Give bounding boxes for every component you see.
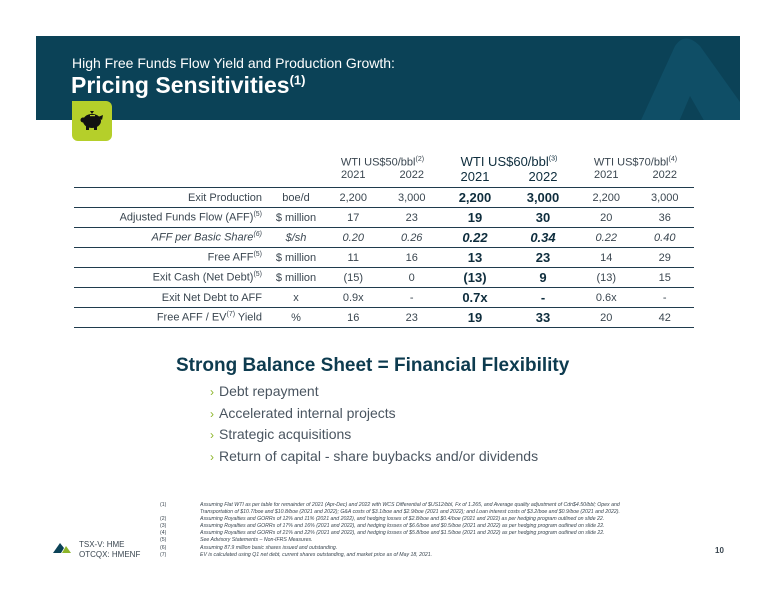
year-header: 2022 (652, 169, 677, 181)
slide-title: Pricing Sensitivities$^{(1)}$ (71, 72, 306, 98)
table-cell: 13 (441, 248, 509, 268)
chevron-right-icon: › (210, 428, 214, 442)
table-cell: 3,000 (509, 188, 577, 208)
year-header: 2022 (528, 169, 558, 184)
row-unit: $/sh (268, 228, 324, 248)
row-unit: boe/d (268, 188, 324, 208)
year-header: 2021 (460, 169, 490, 184)
table-cell: 0.26 (382, 228, 440, 248)
table-cell: 0.22 (577, 228, 635, 248)
piggy-bank-icon (79, 110, 105, 132)
list-item: › Return of capital - share buybacks and/or dividends (210, 447, 539, 464)
company-logo-icon (52, 541, 72, 555)
list-item: › Accelerated internal projects (210, 404, 396, 421)
row-label: Free AFF$^{(5)}$ (74, 248, 268, 268)
chevron-right-icon: › (210, 385, 214, 399)
table-cell: 2,200 (441, 188, 509, 208)
table-cell: (13) (577, 268, 635, 288)
chevron-right-icon: › (210, 406, 214, 421)
stock-tickers (79, 540, 140, 560)
chevron-right-icon: › (210, 449, 214, 464)
footnote: (3) Assuming Royalties and GORRs of 17% and 16% (2021 and 2022), and hedging losses of $6.6/boe and $0.5/boe (2021 and 2022) as per hedging program outlined on slide 22. (160, 523, 605, 530)
row-unit: $ million (268, 208, 324, 228)
table-cell: 17 (324, 208, 382, 228)
table-cell: 2,200 (324, 188, 382, 208)
row-label: Exit Net Debt to AFF (74, 288, 268, 308)
table-cell: 3,000 (382, 188, 440, 208)
table-row (74, 308, 694, 328)
bullet-list (210, 381, 538, 467)
table-cell: 42 (635, 308, 694, 328)
row-label: AFF per Basic Share$^{(6)}$ (74, 228, 268, 248)
row-label: Free AFF / EV$^{(7)}$ Yield (74, 308, 268, 328)
table-cell: 0.9x (324, 288, 382, 308)
scenario-header-60: WTI US$60/bbl$^{(3)}$ (460, 154, 558, 169)
table-cell: - (382, 288, 440, 308)
table-cell: 0.20 (324, 228, 382, 248)
row-unit: % (268, 308, 324, 328)
title-banner (36, 36, 740, 120)
table-cell: 0.6x (577, 288, 635, 308)
list-item: › Debt repayment (210, 383, 319, 399)
year-header: 2022 (399, 169, 424, 181)
table-cell: 11 (324, 248, 382, 268)
footnote: (5) See Advisory Statements – Non-IFRS Measures. (160, 537, 313, 544)
table-row (74, 228, 694, 248)
scenario-header-70: WTI US$70/bbl$^{(4)}$ (593, 156, 678, 169)
table-cell: 0.7x (441, 288, 509, 308)
table-cell: 0.22 (441, 228, 509, 248)
table-cell: 2,200 (577, 188, 635, 208)
row-unit: $ million (268, 248, 324, 268)
table-cell: 0.40 (635, 228, 694, 248)
table-row (74, 288, 694, 308)
footnotes (160, 502, 680, 559)
table-cell: - (509, 288, 577, 308)
table-cell: 14 (577, 248, 635, 268)
piggy-bank-badge (72, 101, 112, 141)
table-cell: 23 (382, 308, 440, 328)
table-cell: 9 (509, 268, 577, 288)
table-cell: 0.34 (509, 228, 577, 248)
row-label: Exit Production (74, 188, 268, 208)
pricing-sensitivity-table (74, 154, 694, 328)
table-row (74, 208, 694, 228)
table-cell: 30 (509, 208, 577, 228)
section-heading: Strong Balance Sheet = Financial Flexibility (176, 355, 570, 376)
table-cell: (15) (324, 268, 382, 288)
table-row (74, 268, 694, 288)
footnote: (2) Assuming Royalties and GORRs of 12% and 11% (2021 and 2022), and hedging losses of $2.8/boe and $0.4/boe (2021 and 2022) as per hedging program outlined on slide 22. (160, 516, 605, 523)
row-label: Exit Cash (Net Debt)$^{(5)}$ (74, 268, 268, 288)
table-cell: 29 (635, 248, 694, 268)
table-row (74, 188, 694, 208)
table-cell: 16 (382, 248, 440, 268)
row-label: Adjusted Funds Flow (AFF)$^{(5)}$ (74, 208, 268, 228)
table-cell: 19 (441, 308, 509, 328)
table-cell: 0 (382, 268, 440, 288)
list-item: › Strategic acquisitions (210, 426, 352, 442)
table-cell: 23 (382, 208, 440, 228)
footnote: (6) Assuming 87.9 million basic shares issued and outstanding. (160, 544, 338, 551)
table-cell: 23 (509, 248, 577, 268)
scenario-header-50: WTI US$50/bbl$^{(2)}$ (340, 156, 425, 169)
year-header: 2021 (341, 169, 366, 181)
table-cell: 36 (635, 208, 694, 228)
table-cell: 19 (441, 208, 509, 228)
table-cell: 20 (577, 208, 635, 228)
footnote: (1) Assuming Flat WTI as per table for remainder of 2021 (Apr-Dec) and 2022 with WCS Differential of $US12/bbl, Fx of 1.265, and Average quality adjustment of Cdn$4.50/bbl; Opex and (160, 502, 620, 508)
table-cell: 3,000 (635, 188, 694, 208)
table-cell: - (635, 288, 694, 308)
ticker-otcqx: OTCQX: HMENF (79, 550, 141, 559)
year-header: 2021 (594, 169, 619, 181)
footnote: (4) Assuming Royalties and GORRs of 21% and 22% (2021 and 2022), and hedging losses of $5.8/boe and $1.5/boe (2021 and 2022) as per hedging program outlined on slide 22. (160, 530, 605, 537)
table-cell: 16 (324, 308, 382, 328)
footnote: (7) EV is calculated using Q1 net debt, current shares outstanding, and market price as of May 18, 2021. (160, 551, 433, 558)
ticker-tsxv: TSX-V: HME (79, 540, 125, 549)
row-unit: $ million (268, 268, 324, 288)
banner-decoration (600, 36, 740, 120)
table-row (74, 248, 694, 268)
row-unit: x (268, 288, 324, 308)
table-cell: 20 (577, 308, 635, 328)
page-number: 10 (715, 546, 724, 555)
footnote: Transportation of $10.7/boe and $10.8/boe (2021 and 2022); G&A costs of $3.1/boe and $2.9/boe (2021 and 2022); and Loan interest costs of $3.2/boe and $0.9/boe (2021 and 2022). (200, 509, 620, 516)
table-cell: 33 (509, 308, 577, 328)
slide-subtitle: High Free Funds Flow Yield and Production Growth: (72, 55, 395, 71)
table-cell: 15 (635, 268, 694, 288)
table-cell: (13) (441, 268, 509, 288)
